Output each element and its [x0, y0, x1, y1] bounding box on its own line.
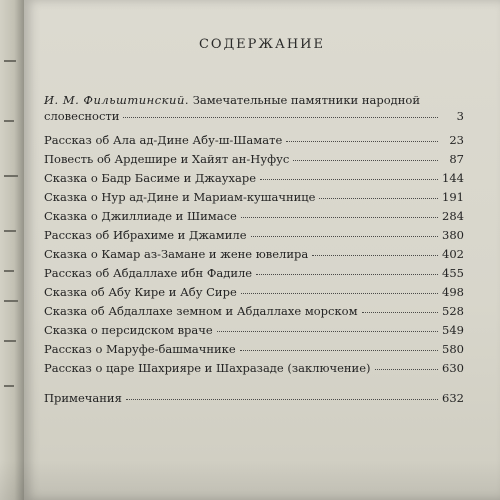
dot-leader	[126, 399, 438, 400]
dot-leader	[286, 141, 438, 142]
notes-page-number: 632	[442, 391, 464, 405]
toc-entry	[44, 247, 464, 265]
intro-page-number: 3	[456, 109, 464, 123]
entry-title: Повесть об Ардешире и Хайят ан-Нуфус	[44, 152, 290, 166]
toc-entry	[44, 266, 464, 284]
entry-page-number: 630	[442, 361, 464, 375]
entry-title: Сказка о персидском враче	[44, 323, 213, 337]
entry-title: Сказка о Нур ад-Дине и Мариам-кушачнице	[44, 190, 316, 204]
dot-leader	[123, 117, 438, 118]
previous-page-text-fragment	[4, 340, 16, 342]
toc-entry	[44, 133, 464, 151]
dot-leader	[319, 198, 438, 199]
toc-entry	[44, 209, 464, 227]
dot-leader	[256, 274, 438, 275]
entry-page-number: 284	[442, 209, 464, 223]
previous-page-edge	[0, 0, 26, 500]
entry-page-number: 23	[449, 133, 464, 147]
toc-entry	[44, 190, 464, 208]
previous-page-text-fragment	[4, 120, 14, 122]
dot-leader	[241, 217, 438, 218]
dot-leader	[362, 312, 438, 313]
entry-page-number: 144	[442, 171, 464, 185]
intro-entry-line-2	[44, 109, 464, 127]
toc-entry	[44, 152, 464, 170]
toc-entry	[44, 285, 464, 303]
dot-leader	[375, 369, 439, 370]
entry-title: Сказка об Абу Кире и Абу Сире	[44, 285, 237, 299]
toc-entry	[44, 228, 464, 246]
dot-leader	[251, 236, 438, 237]
toc-entry	[44, 342, 464, 360]
previous-page-text-fragment	[4, 60, 16, 62]
entry-page-number: 528	[442, 304, 464, 318]
previous-page-text-fragment	[4, 385, 14, 387]
entry-title: Рассказ о царе Шахрияре и Шахразаде (заключение)	[44, 361, 371, 375]
entry-title: Сказка о Джиллиаде и Шимасе	[44, 209, 237, 223]
intro-author: И. М. Фильштинский.	[44, 93, 190, 107]
intro-entry	[44, 92, 454, 109]
intro-title-part-2: словесности	[44, 109, 120, 123]
intro-title-part-1: Замечательные памятники народной	[192, 93, 420, 107]
notes-title: Примечания	[44, 391, 122, 405]
toc-entry	[44, 171, 464, 189]
bottom-shadow	[0, 460, 500, 500]
dot-leader	[293, 160, 438, 161]
entry-page-number: 580	[442, 342, 464, 356]
notes-entry	[44, 391, 464, 409]
toc-entry	[44, 361, 464, 379]
entry-page-number: 549	[442, 323, 464, 337]
entry-page-number: 191	[442, 190, 464, 204]
entry-page-number: 380	[442, 228, 464, 242]
entry-title: Сказка о Бадр Басиме и Джаухаре	[44, 171, 256, 185]
entry-title: Рассказ о Маруфе-башмачнике	[44, 342, 236, 356]
previous-page-text-fragment	[4, 230, 16, 232]
dot-leader	[260, 179, 438, 180]
entry-page-number: 402	[442, 247, 464, 261]
entry-title: Рассказ об Ибрахиме и Джамиле	[44, 228, 247, 242]
dot-leader	[240, 350, 438, 351]
entry-title: Рассказ об Абдаллахе ибн Фадиле	[44, 266, 253, 280]
previous-page-text-fragment	[4, 175, 18, 177]
previous-page-text-fragment	[4, 270, 14, 272]
page-title: СОДЕРЖАНИЕ	[198, 37, 326, 52]
entry-title: Рассказ об Ала ад-Дине Абу-ш-Шамате	[44, 133, 283, 147]
dot-leader	[312, 255, 438, 256]
entry-page-number: 498	[442, 285, 464, 299]
entry-page-number: 87	[449, 152, 464, 166]
previous-page-text-fragment	[4, 300, 18, 302]
dot-leader	[241, 293, 438, 294]
toc-entry	[44, 304, 464, 322]
toc-entry	[44, 323, 464, 341]
intro-line-1	[44, 92, 454, 109]
dot-leader	[217, 331, 438, 332]
contents-page	[24, 0, 500, 500]
entry-page-number: 455	[442, 266, 464, 280]
entry-title: Сказка о Камар аз-Замане и жене ювелира	[44, 247, 309, 261]
entry-title: Сказка об Абдаллахе земном и Абдаллахе морском	[44, 304, 358, 318]
